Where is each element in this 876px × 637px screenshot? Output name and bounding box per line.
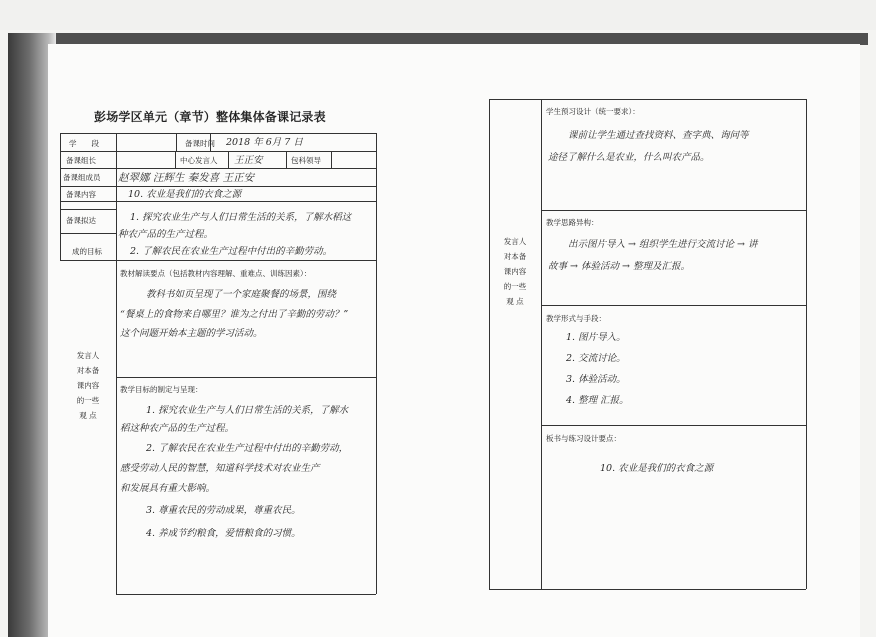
zhongxin-fayanren-label: 中心发言人 (180, 156, 218, 165)
silu-heading: 教学思路异构： (546, 218, 599, 227)
mubiao-design-line-4: 感受劳动人民的智慧，知道科学技术对农业生产 (120, 463, 320, 474)
left-side-label: 发言人 对本备 课内容 的一些 观 点 (76, 351, 100, 420)
form-title: 彭场学区单元（章节）整体集体备课记录表 (94, 110, 326, 124)
mubiao-design-line-5: 和发展具有重大影响。 (120, 483, 216, 494)
mubiao-label: 成的目标 (72, 247, 102, 256)
right-side-label: 发言人 对本备 课内容 的一些 观 点 (503, 237, 527, 306)
silu-line-1: 出示图片导入 → 组织学生进行交流讨论 → 讲 (568, 239, 758, 250)
mubiao-line-1: 1. 探究农业生产与人们日常生活的关系，了解水稻这 (130, 212, 352, 223)
mubiao-design-line-6: 3. 尊重农民的劳动成果，尊重农民。 (146, 505, 301, 516)
mubiao-line-2: 种农产品的生产过程。 (118, 229, 214, 240)
xueduan-label: 学 段 (69, 139, 99, 148)
zhongxin-fayanren-value: 王正安 (234, 155, 263, 166)
yuxi-heading: 学生预习设计（统一要求）： (546, 107, 640, 116)
banshu-heading: 板书与练习设计要点： (546, 434, 621, 443)
beike-shijian-label: 备课时间 (185, 139, 215, 148)
jiaocai-line-2: “餐桌上的食物来自哪里？谁为之付出了辛勤的劳动？” (120, 309, 349, 320)
xingshi-item-1: 1. 图片导入。 (566, 332, 626, 343)
mubiao-design-heading: 教学目标的制定与呈现： (120, 385, 203, 394)
jiaocai-line-3: 这个问题开始本主题的学习活动。 (120, 328, 263, 339)
xingshi-item-4: 4. 整理 汇报。 (566, 395, 629, 406)
niniding-label: 备课拟达 (66, 216, 96, 225)
jiaocai-line-1: 教科书如页呈现了一个家庭聚餐的场景，围绕 (146, 289, 337, 300)
scan-top-margin (0, 0, 876, 30)
neirong-label: 备课内容 (66, 190, 96, 199)
mubiao-design-line-3: 2. 了解农民在农业生产过程中付出的辛勤劳动， (146, 443, 349, 454)
banshu-value: 10. 农业是我们的衣食之源 (600, 463, 714, 474)
beike-shijian-value: 2018 年 6月 7 日 (226, 137, 303, 148)
zuchengyuan-label: 备课组成员 (63, 173, 101, 182)
yuxi-line-2: 途径了解什么是农业，什么叫农产品。 (548, 152, 710, 163)
neirong-value: 10. 农业是我们的衣食之源 (128, 189, 242, 200)
mubiao-design-line-7: 4. 养成节约粮食，爱惜粮食的习惯。 (146, 528, 301, 539)
yuxi-line-1: 课前让学生通过查找资料、查字典、询问等 (568, 130, 749, 141)
jiaocai-heading: 教材解读要点（包括教材内容理解、重难点、训练因素）： (120, 269, 312, 278)
mubiao-line-3: 2. 了解农民在农业生产过程中付出的辛勤劳动。 (130, 246, 333, 257)
xingshi-item-2: 2. 交流讨论。 (566, 353, 626, 364)
silu-line-2: 故事 → 体验活动 → 整理及汇报。 (548, 261, 690, 272)
zuchengyuan-value: 赵翠娜 汪辉生 秦发喜 王正安 (118, 172, 255, 184)
baoke-lingdao-label: 包科领导 (291, 156, 321, 165)
mubiao-design-line-2: 稻这种农产品的生产过程。 (120, 423, 235, 434)
mubiao-design-line-1: 1. 探究农业生产与人们日常生活的关系，了解水 (146, 405, 349, 416)
xingshi-item-3: 3. 体验活动。 (566, 374, 626, 385)
xingshi-heading: 教学形式与手段： (546, 314, 606, 323)
beike-zuzhang-label: 备课组长 (66, 156, 96, 165)
